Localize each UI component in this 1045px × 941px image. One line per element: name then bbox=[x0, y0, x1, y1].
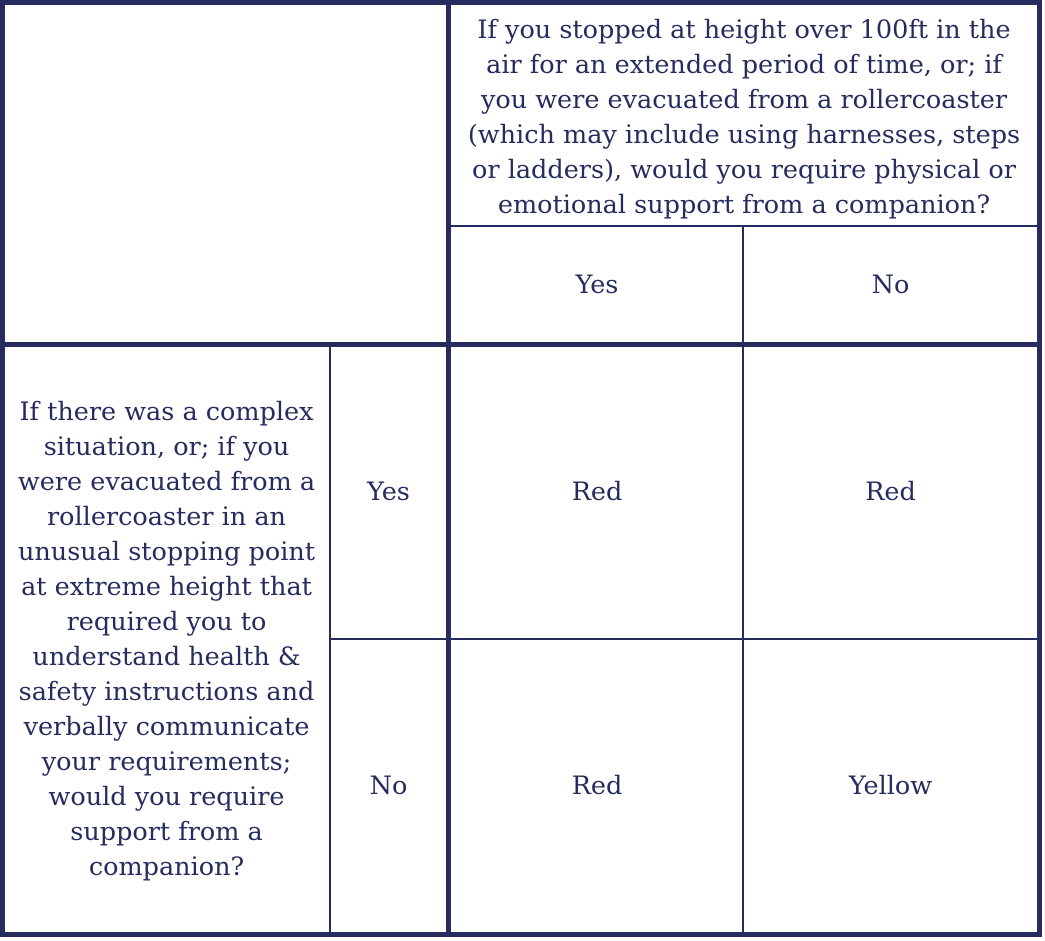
header-section-divider bbox=[0, 342, 1042, 347]
outer-border-right bbox=[1037, 0, 1042, 937]
column-option-divider bbox=[742, 225, 744, 933]
row-question-divider bbox=[329, 347, 331, 933]
column-option-no bbox=[744, 227, 1037, 343]
result-no-yes bbox=[451, 640, 743, 933]
row-option-yes bbox=[331, 347, 446, 638]
row-option-divider bbox=[331, 638, 1037, 640]
result-no-no-label: Yellow bbox=[848, 771, 933, 801]
column-question-underline bbox=[451, 225, 1037, 227]
column-option-yes bbox=[451, 227, 743, 343]
result-yes-no-label: Red bbox=[865, 477, 916, 507]
row-option-yes-label: Yes bbox=[367, 477, 410, 507]
row-question-header bbox=[4, 347, 329, 933]
column-question-text: If you stopped at height over 100ft in the air for an extended period of time, or; if you were evacuated from a rollercoaster (which may include using harnesses, steps or ladders), would you require physical or emotional support from a companion? bbox=[467, 14, 1021, 220]
outer-border-bottom bbox=[0, 932, 1042, 937]
result-no-yes-label: Red bbox=[571, 771, 623, 801]
column-option-yes-label: Yes bbox=[575, 269, 619, 300]
column-question-header bbox=[451, 4, 1037, 226]
result-yes-no bbox=[744, 347, 1037, 638]
column-option-no-label: No bbox=[871, 269, 910, 300]
outer-border-top bbox=[0, 0, 1042, 5]
result-yes-yes-label: Red bbox=[571, 477, 623, 507]
row-question-text: If there was a complex situation, or; if you were evacuated from a rollercoaster in an unusual stopping point at extreme height that required you to understand health & safety instructions and verbally communicate your requirements; would you require support from a companion? bbox=[17, 397, 316, 882]
outer-border-left bbox=[0, 0, 5, 937]
corner-empty-cell bbox=[4, 4, 446, 343]
row-header-section-divider bbox=[446, 0, 451, 937]
result-yes-yes bbox=[451, 347, 743, 638]
row-option-no-label: No bbox=[369, 771, 408, 801]
result-no-no bbox=[744, 640, 1037, 933]
row-option-no bbox=[331, 640, 446, 933]
